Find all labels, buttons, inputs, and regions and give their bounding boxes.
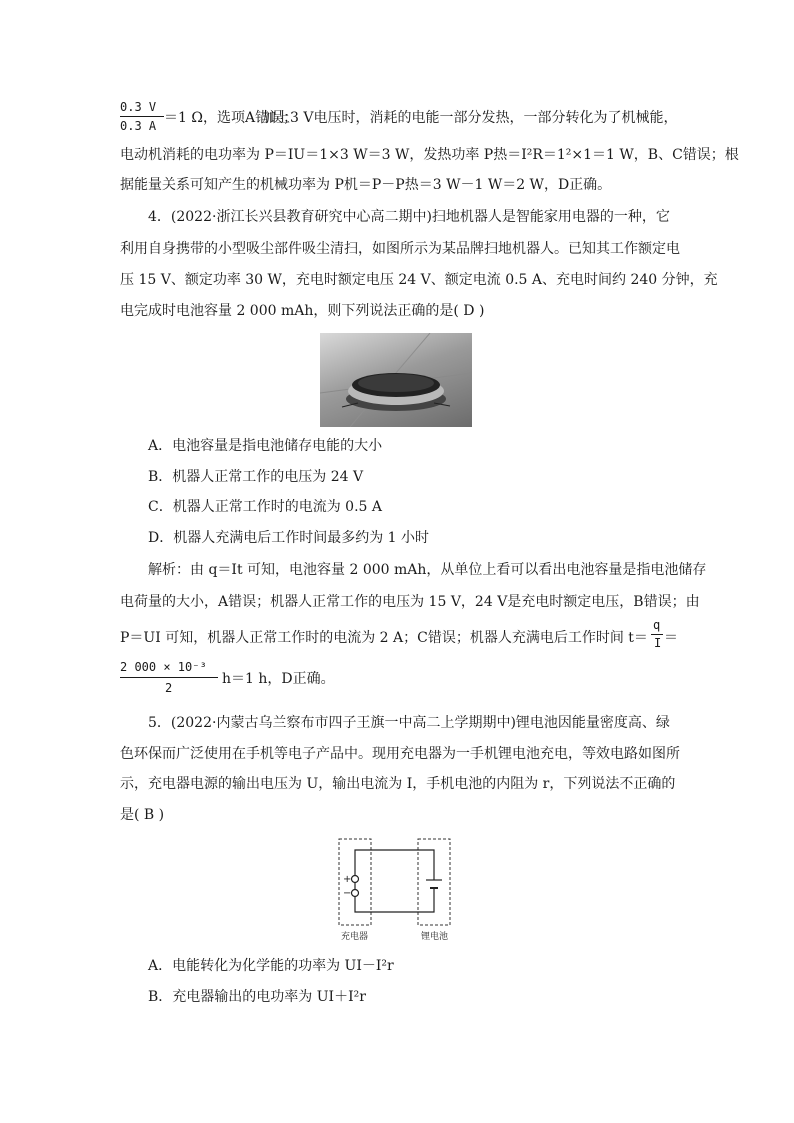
solution-line: h＝1 h，D正确。 — [222, 671, 335, 687]
solution-line: 电荷量的大小，A错误；机器人正常工作的电压为 15 V，24 V是充电时额定电压，B错误；由 — [120, 594, 700, 610]
fraction-numerator: 2 000 × 10⁻³ — [120, 660, 207, 674]
question-5-stem: 5．(2022·内蒙古乌兰察布市四子王旗一中高二上学期期中)锂电池因能量密度高、绿 — [148, 715, 670, 731]
label-charger: 充电器 — [341, 932, 369, 942]
fraction-bar — [120, 116, 164, 117]
question-5-stem: 色环保而广泛使用在手机等电子产品中。现用充电器为一手机锂电池充电，等效电路如图所 — [120, 746, 680, 762]
robot-vacuum-image — [320, 333, 472, 427]
question-5-stem: 示，充电器电源的输出电压为 U，输出电流为 I，手机电池的内阻为 r，下列说法不正确的 — [120, 776, 676, 792]
fraction-t-numerator: q — [653, 618, 661, 632]
robot-vacuum-photo — [320, 333, 472, 427]
equals-sign: ＝ — [664, 630, 678, 646]
fraction-bar — [120, 677, 218, 678]
option-c: C．机器人正常工作时的电流为 0.5 A — [148, 499, 382, 515]
terminal-negative-icon — [352, 890, 359, 897]
fraction-numerator: 0.3 V — [120, 100, 157, 114]
option-b: B．机器人正常工作的电压为 24 V — [148, 469, 364, 485]
solution-line: 解析：由 q＝It 可知，电池容量 2 000 mAh，从单位上看可以看出电池容量是指电池储存 — [148, 562, 707, 578]
question-4-stem: 4．(2022·浙江长兴县教育研究中心高二期中)扫地机器人是智能家用电器的一种，它 — [148, 209, 670, 225]
option-a: A．电能转化为化学能的功率为 UI－I²r — [148, 958, 394, 974]
charging-circuit-diagram — [336, 838, 460, 944]
question-4-stem: 利用自身携带的小型吸尘部件吸尘清扫，如图所示为某品牌扫地机器人。已知其工作额定电 — [120, 241, 680, 257]
option-a: A．电池容量是指电池储存电能的大小 — [148, 438, 383, 454]
fraction-denominator: 2 — [165, 681, 173, 695]
option-b: B．充电器输出的电功率为 UI＋I²r — [148, 989, 366, 1005]
solution-line: P＝UI 可知，机器人正常工作时的电流为 2 A；C错误；机器人充满电后工作时间 t＝ — [120, 630, 648, 646]
question-5-stem: 是( B ) — [120, 807, 165, 823]
solution-line: 电动机消耗的电功率为 P＝IU＝1×3 W＝3 W，发热功率 P热＝I²R＝1²×1＝1 W，B、C错误；根 — [120, 147, 739, 163]
minus-sign: − — [343, 888, 352, 899]
label-battery: 锂电池 — [421, 932, 449, 942]
question-4-stem: 压 15 V、额定功率 30 W，充电时额定电压 24 V、额定电流 0.5 A、充电时间约 240 分钟，充 — [120, 272, 718, 288]
wire-top — [355, 850, 434, 880]
question-4-stem: 电完成时电池容量 2 000 mAh，则下列说法正确的是( D ) — [120, 303, 485, 319]
fraction-denominator: 0.3 A — [120, 119, 157, 133]
fraction-bar — [651, 634, 663, 635]
plus-sign: + — [343, 874, 352, 885]
solution-line: ＝1 Ω，选项A错误； — [164, 110, 298, 126]
wire-bottom — [355, 888, 434, 912]
solution-line: 据能量关系可知产生的机械功率为 P机＝P－P热＝3 W－1 W＝2 W，D正确。 — [120, 177, 612, 193]
solution-line-overlap: 加上3 V电压时，消耗的电能一部分发热，一部分转化为了机械能， — [262, 110, 678, 126]
fraction-t-denominator: I — [654, 636, 662, 650]
option-d: D．机器人充满电后工作时间最多约为 1 小时 — [148, 530, 430, 546]
terminal-positive-icon — [352, 876, 359, 883]
